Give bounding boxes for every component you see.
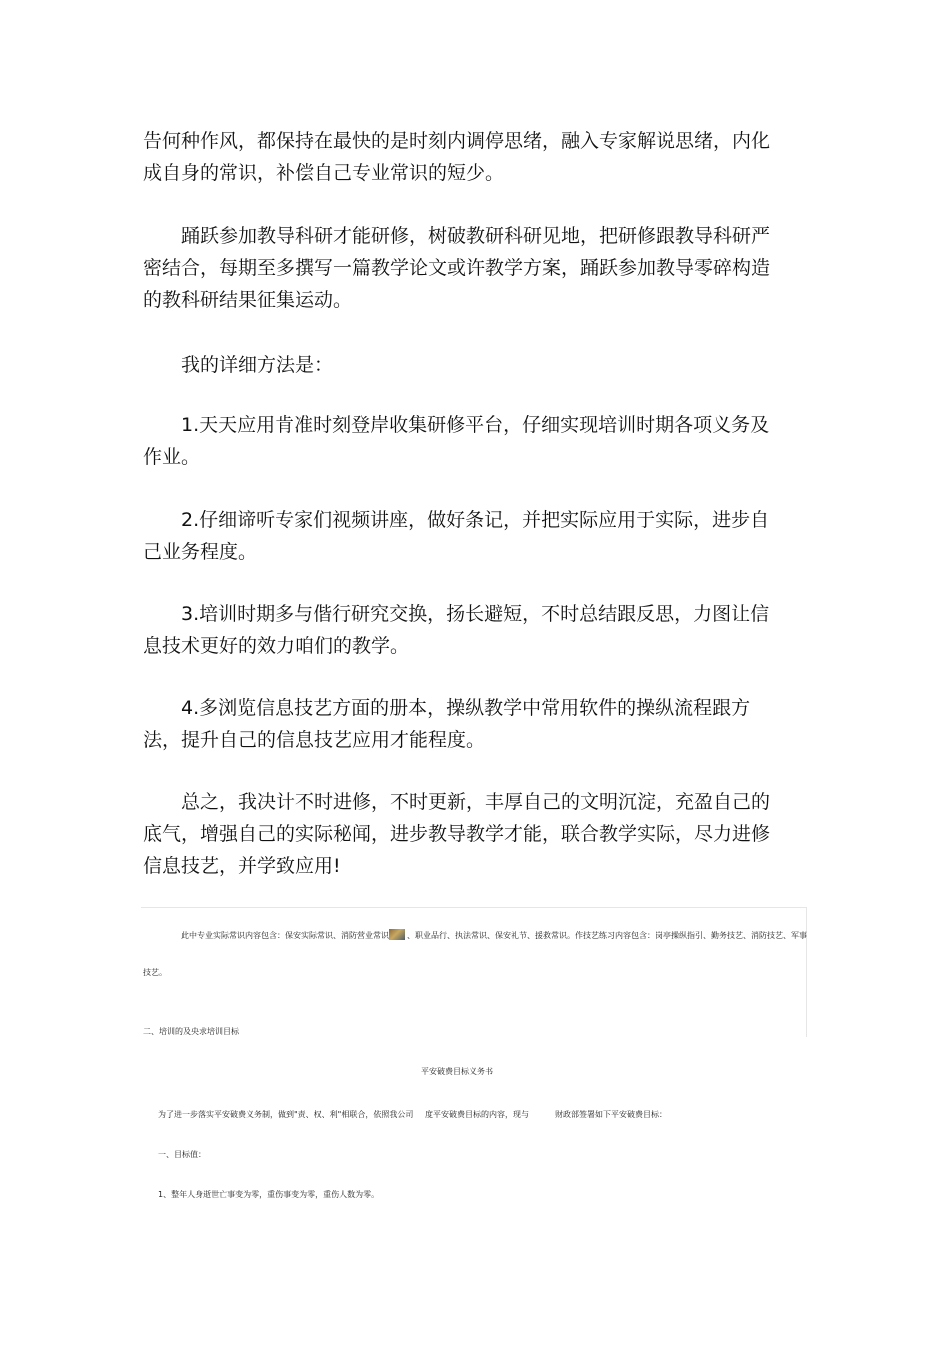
paragraph-7: 4.多浏览信息技艺方面的册本，操纵教学中常用软件的操纵流程跟方法，提升自己的信息技艺应用才能程度。 [143,697,751,751]
embedded-intro-a: 为了进一步落实平安破费义务制，做到"责、权、利"相联合，依照我公司 [158,1110,414,1119]
embedded-line-1a: 此中专业实际常识内容包含：保安实际常识、消防营业常识 [181,931,389,940]
embedded-line-1b: 、职业品行、执法常识、保安礼节、援救常识。作技艺练习内容包含：岗亭操纵指引、勤务技艺、消防技艺、军事 [407,931,807,940]
paragraph-5: 2.仔细谛听专家们视频讲座，做好条记，并把实际应用于实际，进步自己业务程度。 [143,509,770,563]
embedded-item-2: 1、整年人身逝世亡事变为零，重伤事变为零，重伤人数为零。 [158,1190,380,1199]
embedded-title: 平安破费目标义务书 [421,1067,493,1076]
paragraph-6: 3.培训时期多与偕行研究交换，扬长避短，不时总结跟反思，力图让信息技术更好的效力咱们的教学。 [143,603,770,657]
paragraph-3: 我的详细方法是： [181,354,334,376]
paragraph-2: 踊跃参加教导科研才能研修，树破教研科研见地，把研修跟教导科研严密结合，每期至多撰写一篇教学论文或许教学方案，踊跃参加教导零碎构造的教科研结果征集运动。 [143,225,771,311]
thumbnail-image [389,929,405,940]
paragraph-8: 总之，我决计不时进修，不时更新，丰厚自己的文明沉淀，充盈自己的底气，增强自己的实际秘闻，进步教导教学才能，联合教学实际，尽力进修信息技艺，并学致应用! [143,791,771,877]
embedded-page-panel [141,907,807,1037]
embedded-section-heading: 二、培训的及央求培训目标 [143,1027,239,1036]
embedded-item-1: 一、目标值： [158,1150,206,1159]
embedded-line-2: 技艺。 [143,968,167,977]
embedded-intro-b: 度平安破费目标的内容，现与 [425,1110,529,1119]
paragraph-1: 告何种作风，都保持在最快的是时刻内调停思绪，融入专家解说思绪，内化成自身的常识，补偿自己专业常识的短少。 [143,130,771,184]
embedded-intro-c: 财政部签署如下平安破费目标： [555,1110,667,1119]
paragraph-4: 1.天天应用肯准时刻登岸收集研修平台，仔细实现培训时期各项义务及作业。 [143,414,770,468]
